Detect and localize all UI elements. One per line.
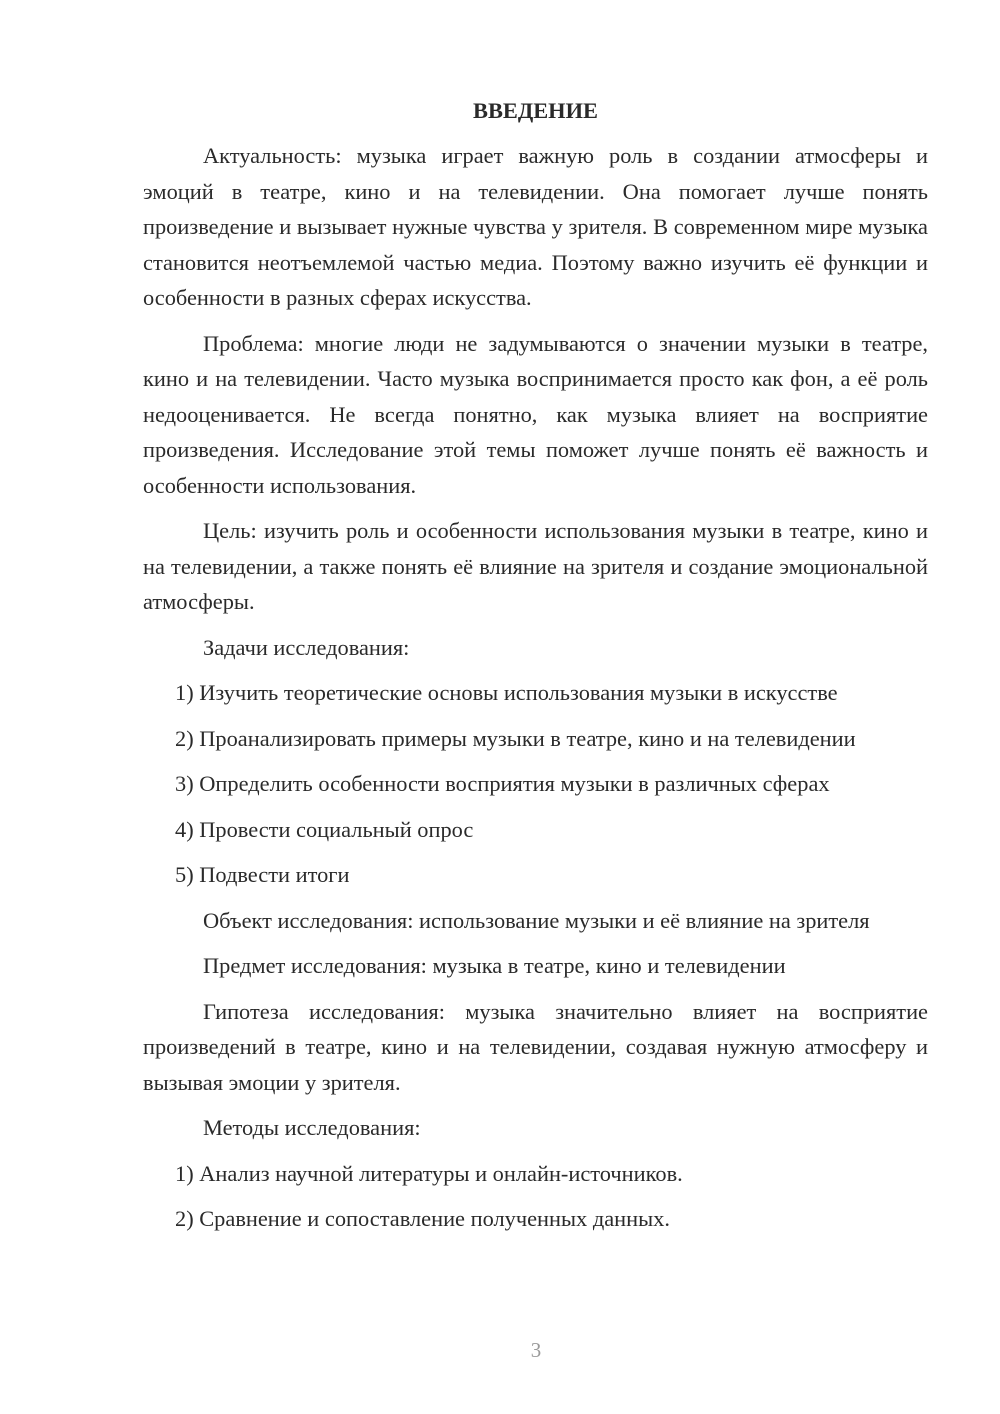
hypothesis-paragraph: Гипотеза исследования: музыка значительно влияет на восприятие произведений в театре, кино и на телевидении, создавая нужную атмосферу и вызывая эмоции у зрителя. (143, 998, 928, 1095)
task-item-1: 1) Изучить теоретические основы использования музыки в искусстве (175, 680, 838, 705)
methods-heading: Методы исследования: (203, 1115, 421, 1140)
task-item-5: 5) Подвести итоги (175, 862, 350, 887)
goal-paragraph: Цель: изучить роль и особенности использования музыки в театре, кино и на телевидении, а также понять её влияние на зрителя и создание эмоциональной атмосферы. (143, 518, 928, 614)
task-item-2: 2) Проанализировать примеры музыки в театре, кино и на телевидении (175, 725, 856, 751)
problem-paragraph: Проблема: многие люди не задумываются о значении музыки в театре, кино и на телевидении. Часто музыка воспринимается просто как фон, а её роль недооценивается. Не всегда понятно, как музыка влияет на восприятие произведения. Исследование этой темы поможет лучше понять её важность и особенности использования. (143, 330, 928, 498)
subject-paragraph: Предмет исследования: музыка в театре, кино и телевидении (203, 953, 786, 978)
method-item-1: 1) Анализ научной литературы и онлайн-источников. (175, 1160, 683, 1186)
task-item-4: 4) Провести социальный опрос (175, 816, 474, 842)
page-number: 3 (530, 1338, 542, 1362)
page-content (143, 93, 928, 1237)
object-paragraph: Объект исследования: использование музыки и её влияние на зрителя (203, 907, 870, 933)
method-item-2: 2) Сравнение и сопоставление полученных данных. (175, 1206, 670, 1231)
task-item-3: 3) Определить особенности восприятия музыки в различных сферах (175, 771, 830, 796)
relevance-paragraph: Актуальность: музыка играет важную роль в создании атмосферы и эмоций в театре, кино и на телевидении. Она помогает лучше понять произведение и вызывает нужные чувства у зрителя. В современном мире музыка становится неотъемлемой частью медиа. Поэтому важно изучить её функции и особенности в разных сферах искусства. (143, 143, 928, 310)
tasks-heading: Задачи исследования: (203, 634, 410, 660)
section-title: ВВЕДЕНИЕ (473, 98, 598, 123)
